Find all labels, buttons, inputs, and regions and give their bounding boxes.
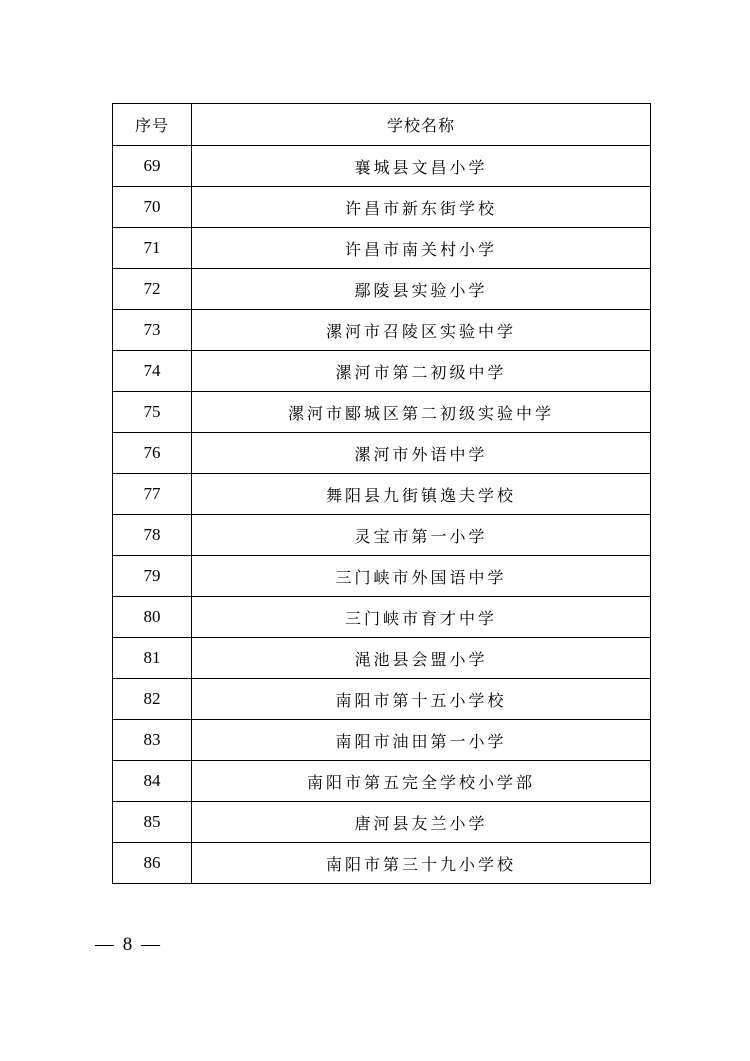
- school-name-cell: 许昌市新东街学校: [192, 187, 651, 228]
- page-number: — 8 —: [95, 934, 162, 955]
- school-name-cell: 漯河市外语中学: [192, 433, 651, 474]
- table-row: [113, 761, 651, 802]
- table-row: [113, 310, 651, 351]
- serial-number-cell: 85: [113, 802, 192, 843]
- table-row: [113, 146, 651, 187]
- serial-number-cell: 79: [113, 556, 192, 597]
- school-name-cell: 漯河市召陵区实验中学: [192, 310, 651, 351]
- table-row: [113, 228, 651, 269]
- school-name-cell: 渑池县会盟小学: [192, 638, 651, 679]
- serial-number-cell: 76: [113, 433, 192, 474]
- table-body: [113, 146, 651, 884]
- table-row: [113, 597, 651, 638]
- serial-number-cell: 77: [113, 474, 192, 515]
- school-name-cell: 舞阳县九街镇逸夫学校: [192, 474, 651, 515]
- table-row: [113, 433, 651, 474]
- school-name-cell: 三门峡市育才中学: [192, 597, 651, 638]
- serial-number-cell: 81: [113, 638, 192, 679]
- school-name-cell: 漯河市第二初级中学: [192, 351, 651, 392]
- school-name-cell: 灵宝市第一小学: [192, 515, 651, 556]
- table-row: [113, 679, 651, 720]
- school-name-cell: 三门峡市外国语中学: [192, 556, 651, 597]
- serial-number-cell: 70: [113, 187, 192, 228]
- school-list-table: [112, 103, 651, 884]
- school-name-cell: 南阳市第三十九小学校: [192, 843, 651, 884]
- table-row: [113, 843, 651, 884]
- serial-number-cell: 84: [113, 761, 192, 802]
- school-name-cell: 南阳市第五完全学校小学部: [192, 761, 651, 802]
- header-serial-number: 序号: [113, 104, 192, 146]
- school-name-cell: 南阳市油田第一小学: [192, 720, 651, 761]
- serial-number-cell: 73: [113, 310, 192, 351]
- serial-number-cell: 75: [113, 392, 192, 433]
- school-name-cell: 唐河县友兰小学: [192, 802, 651, 843]
- school-name-cell: 南阳市第十五小学校: [192, 679, 651, 720]
- table-row: [113, 556, 651, 597]
- school-name-cell: 漯河市郾城区第二初级实验中学: [192, 392, 651, 433]
- serial-number-cell: 82: [113, 679, 192, 720]
- serial-number-cell: 69: [113, 146, 192, 187]
- table-row: [113, 515, 651, 556]
- table-row: [113, 269, 651, 310]
- table-row: [113, 720, 651, 761]
- school-name-cell: 许昌市南关村小学: [192, 228, 651, 269]
- serial-number-cell: 83: [113, 720, 192, 761]
- header-school-name: 学校名称: [192, 104, 651, 146]
- school-name-cell: 襄城县文昌小学: [192, 146, 651, 187]
- table-row: [113, 802, 651, 843]
- table-row: [113, 187, 651, 228]
- school-name-cell: 鄢陵县实验小学: [192, 269, 651, 310]
- serial-number-cell: 72: [113, 269, 192, 310]
- serial-number-cell: 80: [113, 597, 192, 638]
- serial-number-cell: 86: [113, 843, 192, 884]
- table-row: [113, 474, 651, 515]
- serial-number-cell: 74: [113, 351, 192, 392]
- serial-number-cell: 71: [113, 228, 192, 269]
- table-header-row: [113, 104, 651, 146]
- table-row: [113, 638, 651, 679]
- table-row: [113, 351, 651, 392]
- table-row: [113, 392, 651, 433]
- serial-number-cell: 78: [113, 515, 192, 556]
